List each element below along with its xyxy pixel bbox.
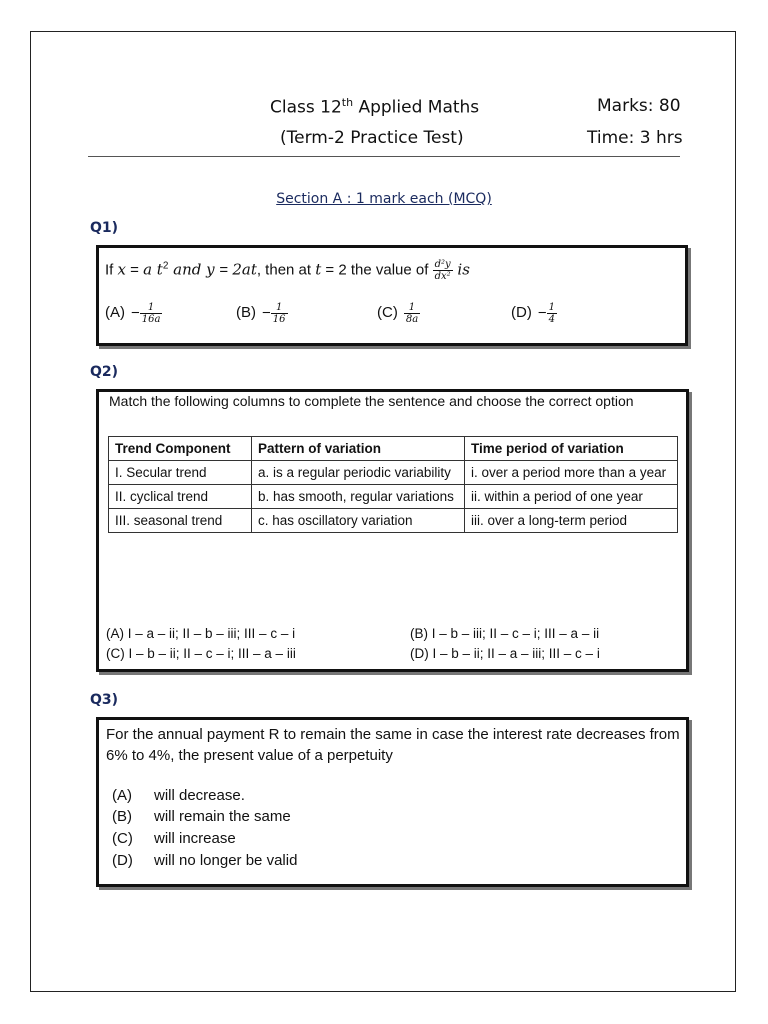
q2-option-a[interactable]: (A) I – a – ii; II – b – iii; III – c – i [106, 626, 296, 641]
q1-option-a[interactable]: (A) − $\frac{1}{16a}$ [105, 302, 161, 325]
table-row [109, 509, 678, 533]
q2-option-c[interactable]: (C) I – b – ii; II – c – i; III – a – iii [106, 646, 296, 661]
q1-option-d[interactable]: (D) − $\frac{1}{4}$ [511, 302, 555, 325]
table-cell: c. has oscillatory variation [252, 509, 465, 533]
page-subtitle: (Term-2 Practice Test) [280, 128, 464, 148]
table-row [109, 461, 678, 485]
section-title: Section A : 1 mark each (MCQ) [276, 191, 492, 207]
q1-option-b[interactable]: (B) − $\frac{1}{16}$ [236, 302, 286, 325]
q1-stem: If x = a $t^2$ and y = 2at, then at t = 2 the value of $\frac{\text{d²y}}{\text{dx²}}$ is [105, 259, 470, 282]
page-title: Class 12th Applied Maths [270, 96, 480, 118]
header-divider [88, 156, 680, 157]
q3-option-a[interactable]: (A) will decrease. [112, 787, 245, 804]
q1-option-c[interactable]: (C) $\frac{1}{8a}$ [377, 302, 419, 325]
table-header-cell: Pattern of variation [252, 437, 465, 461]
table-header-cell: Time period of variation [465, 437, 678, 461]
matching-table [108, 436, 678, 533]
question-label-q3: Q3) [90, 692, 119, 708]
table-cell: III. seasonal trend [109, 509, 252, 533]
q3-option-c[interactable]: (C) will increase [112, 830, 236, 847]
question-label-q1: Q1) [90, 220, 119, 236]
question-label-q2: Q2) [90, 364, 119, 380]
q2-option-d[interactable]: (D) I – b – ii; II – a – iii; III – c – i [410, 646, 600, 661]
q1-derivative-fraction: $\frac{\text{d²y}}{\text{dx²}}$ [434, 259, 451, 282]
table-cell: ii. within a period of one year [465, 485, 678, 509]
table-row [109, 485, 678, 509]
table-cell: II. cyclical trend [109, 485, 252, 509]
q2-option-b[interactable]: (B) I – b – iii; II – c – i; III – a – ii [410, 626, 600, 641]
time-label: Time: 3 hrs [587, 128, 683, 148]
marks-label: Marks: 80 [597, 96, 681, 116]
table-cell: iii. over a long-term period [465, 509, 678, 533]
table-header-row [109, 437, 678, 461]
question-box-q1 [96, 245, 688, 346]
q3-question-text: For the annual payment R to remain the same in case the interest rate decreases from 6% to 4%, the present value of a perpetuity [106, 726, 680, 764]
table-header-cell: Trend Component [109, 437, 252, 461]
table-cell: a. is a regular periodic variability [252, 461, 465, 485]
q3-option-b[interactable]: (B) will remain the same [112, 808, 291, 825]
table-cell: b. has smooth, regular variations [252, 485, 465, 509]
table-cell: i. over a period more than a year [465, 461, 678, 485]
table-cell: I. Secular trend [109, 461, 252, 485]
q3-option-d[interactable]: (D) will no longer be valid [112, 852, 298, 869]
q2-instruction: Match the following columns to complete the sentence and choose the correct option [109, 393, 634, 409]
